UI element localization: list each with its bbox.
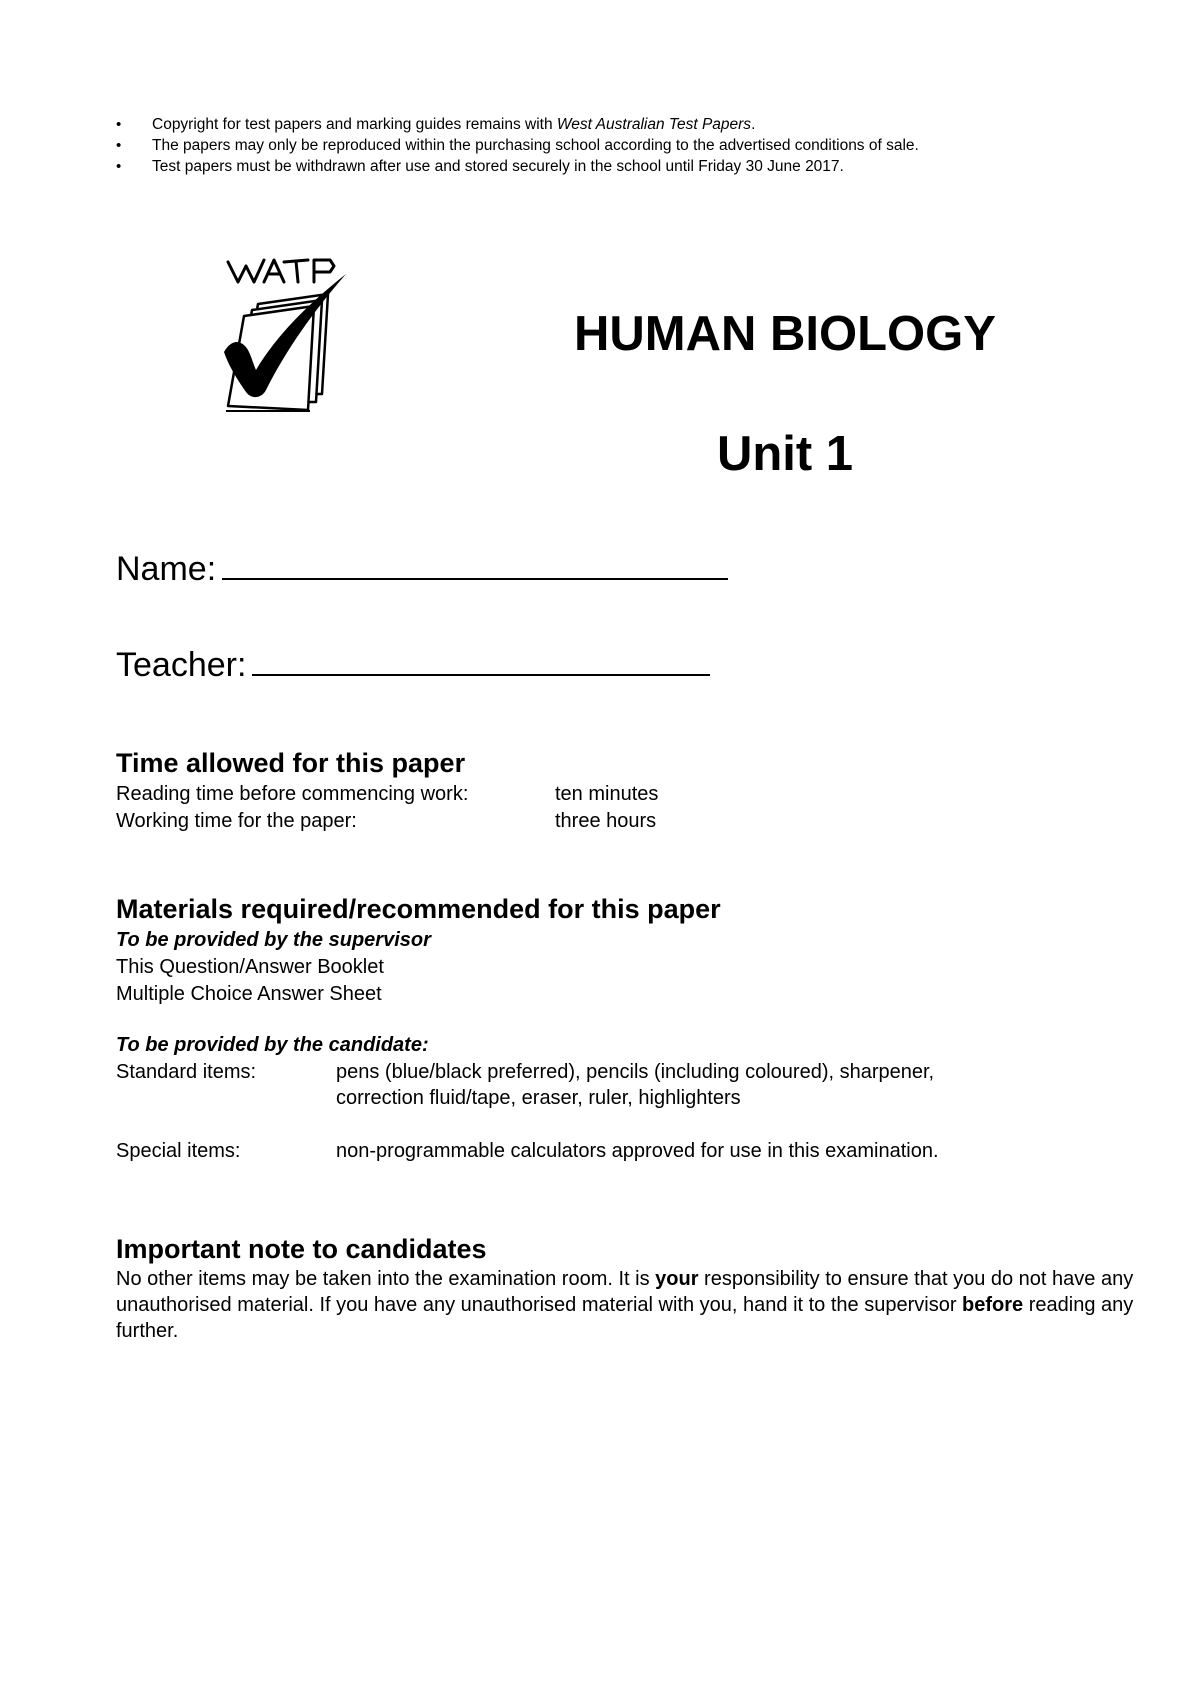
unit-title: Unit 1 [716,427,854,481]
subject-title: HUMAN BIOLOGY [574,307,996,361]
important-note-heading: Important note to candidates [116,1234,487,1264]
notice-item: • The papers may only be reproduced within the purchasing school according to the advertised conditions of sale. [116,135,1116,156]
working-time-label: Working time for the paper: [116,810,357,832]
name-field [116,548,728,590]
reading-time-label: Reading time before commencing work: [116,783,469,805]
teacher-field [116,644,710,686]
working-time-value: three hours [555,810,657,832]
candidate-heading: To be provided by the candidate: [116,1034,429,1056]
teacher-blank-line[interactable] [252,644,710,676]
standard-items-label: Standard items: [116,1061,257,1083]
important-note-text: No other items may be taken into the examination room. It is your responsibility to ensure that you do not have any unauthorised material. If you have any unauthorised material with you, hand it to the supervisor before reading any further. [116,1268,1134,1342]
standard-items-line1: pens (blue/black preferred), pencils (including coloured), sharpener, [336,1061,935,1083]
supervisor-heading: To be provided by the supervisor [116,929,431,951]
supervisor-item: This Question/Answer Booklet [116,956,384,978]
reading-time-value: ten minutes [555,783,659,805]
copyright-notices [116,114,1116,177]
notice-item: • Test papers must be withdrawn after use and stored securely in the school until Friday 30 June 2017. [116,156,1116,177]
special-items-label: Special items: [116,1140,241,1162]
watp-tick-logo [218,254,358,414]
name-blank-line[interactable] [222,548,728,580]
standard-items-line2: correction fluid/tape, eraser, ruler, highlighters [336,1087,741,1109]
time-heading: Time allowed for this paper [116,748,466,778]
supervisor-item: Multiple Choice Answer Sheet [116,983,382,1005]
teacher-label: Teacher: [116,646,247,684]
materials-heading: Materials required/recommended for this paper [116,894,721,924]
notice-item: • Copyright for test papers and marking guides remains with West Australian Test Papers. [116,114,1116,135]
special-items-value: non-programmable calculators approved for use in this examination. [336,1140,939,1162]
name-label: Name: [116,550,217,588]
